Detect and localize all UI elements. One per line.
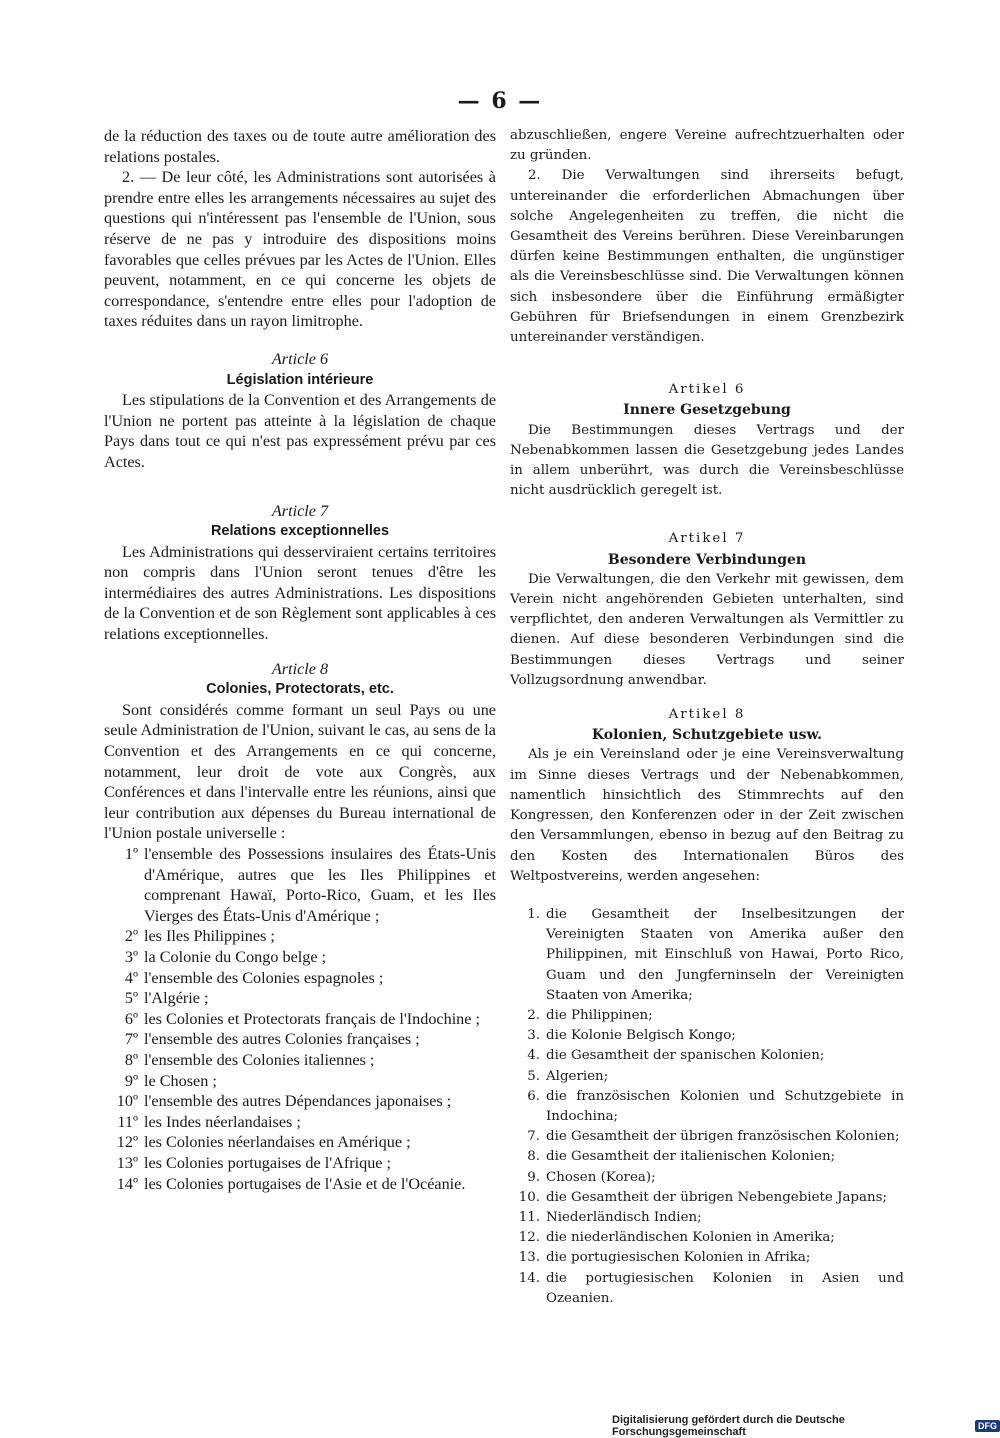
list-item-number: 9º [124, 1071, 138, 1090]
list-item-text: die Kolonie Belgisch Kongo; [546, 1028, 736, 1044]
french-column [104, 126, 496, 1194]
list-item [104, 1132, 496, 1153]
list-item-number: 3. [527, 1028, 540, 1044]
list-item-number: 4º [124, 968, 138, 987]
list-item-text: die Gesamtheit der übrigen französischen Kolonien; [546, 1129, 900, 1145]
list-item-text: les Colonies néerlandaises en Amérique ; [144, 1133, 411, 1152]
list-item-text: die portugiesischen Kolonien in Afrika; [546, 1250, 811, 1266]
list-item [104, 1029, 496, 1050]
footer-text: Digitalisierung gefördert durch die Deutsche Forschungsgemeinschaft [612, 1414, 845, 1438]
list-item [510, 1006, 904, 1026]
list-item-number: 6. [527, 1088, 540, 1104]
list-item [510, 905, 904, 1006]
list-item-text: Algerien; [546, 1068, 609, 1084]
de-article-7-heading: Artikel 7 [668, 531, 746, 547]
list-item [104, 844, 496, 926]
list-item-text: die Philippinen; [546, 1007, 653, 1023]
de-article-8-heading: Artikel 8 [668, 707, 746, 723]
list-item [510, 1228, 904, 1248]
de-article-6-title: Innere Gesetzgebung [623, 402, 791, 419]
list-item [104, 1071, 496, 1092]
list-item [104, 1174, 496, 1195]
fr-article-8-heading: Article 8 [271, 659, 329, 678]
list-item-number: 10º [116, 1092, 138, 1111]
fr-article-7-heading: Article 7 [271, 501, 329, 520]
list-item-number: 7º [124, 1030, 138, 1049]
list-item [104, 947, 496, 968]
de-intro-paragraph: abzuschließen, engere Vereine aufrechtzuerhalten oder zu gründen. [510, 128, 904, 164]
fr-intro-paragraph: de la réduction des taxes ou de toute autre amélioration des relations postales. [104, 127, 496, 166]
dfg-logo: DFG [975, 1420, 1000, 1432]
list-item-number: 2. [527, 1007, 540, 1023]
list-item-number: 6º [124, 1009, 138, 1028]
list-item [510, 1208, 904, 1228]
list-item [510, 1147, 904, 1167]
list-item-text: les Colonies portugaises de l'Asie et de l'Océanie. [144, 1174, 466, 1193]
list-item-number: 12. [518, 1230, 540, 1246]
list-item-text: les Colonies portugaises de l'Afrique ; [144, 1153, 392, 1172]
list-item-text: l'Algérie ; [144, 989, 209, 1008]
list-item [104, 1153, 496, 1174]
list-item [104, 1091, 496, 1112]
fr-article-6-heading: Article 6 [271, 349, 329, 368]
list-item-text: die französischen Kolonien und Schutzgebiete in Indochina; [546, 1088, 904, 1124]
list-item-text: die Gesamtheit der Inselbesitzungen der Vereinigten Staaten von Amerika außer den Philippinen, mit Einschluß von Hawai, Porto Rico, Guam und den Jungferninseln der Vereinigten Staaten von Amerika; [546, 906, 904, 1003]
list-item-text: la Colonie du Congo belge ; [144, 947, 327, 966]
fr-paragraph-2: 2. — De leur côté, les Administrations sont autorisées à prendre entre elles les arrangements nécessaires au sujet des questions qui n'intéressent pas l'ensemble de l'Union, sous réserve de ne pas y introduire des dispositions moins favorables que celles prévues par les Actes de l'Union. Elles peuvent, notamment, en ce qui concerne les objets de correspondance, s'entendre entre elles pour l'adoption de taxes réduites dans un rayon limitrophe. [104, 168, 496, 331]
list-item-number: 13º [116, 1153, 138, 1172]
list-item-number: 12º [116, 1133, 138, 1152]
list-item [510, 1127, 904, 1147]
de-paragraph-2: 2. Die Verwaltungen sind ihrerseits befugt, untereinander die erforderlichen Abmachungen über solche Angelegenheiten zu treffen, die nicht die Gesamtheit des Vereins berühren. Diese Vereinbarungen dürfen keine Bestimmungen enthalten, die ungünstiger als die Vereinsbeschlüsse sind. Die Verwaltungen können sich insbesondere über die Einführung ermäßigter Gebühren für Briefsendungen in einem Grenzbezirk untereinander verständigen. [510, 168, 904, 346]
list-item-text: die Gesamtheit der italienischen Kolonien; [546, 1149, 836, 1165]
digitization-footer [612, 1414, 1000, 1438]
list-item-text: die niederländischen Kolonien in Amerika; [546, 1230, 835, 1246]
list-item [104, 1009, 496, 1030]
list-item-number: 1. [527, 906, 540, 922]
de-article-8-title: Kolonien, Schutzgebiete usw. [591, 727, 823, 744]
list-item [510, 1248, 904, 1268]
list-item-text: les Iles Philippines ; [144, 927, 275, 946]
list-item-text: l'ensemble des Colonies espagnoles ; [144, 968, 384, 987]
list-item [510, 1087, 904, 1127]
list-item-text: l'ensemble des autres Dépendances japonaises ; [144, 1092, 452, 1111]
list-item-number: 11º [117, 1112, 138, 1131]
list-item-number: 1º [124, 845, 138, 863]
fr-article-7-text: Les Administrations qui desserviraient certains territoires non compris dans l'Union seront tenues d'être les intermédiaires des autres Administrations. Les dispositions de la Convention et de son Règlement sont applicables à ces relations exceptionnelles. [104, 542, 496, 644]
list-item [510, 1067, 904, 1087]
fr-article-8-title: Colonies, Protectorats, etc. [206, 681, 394, 698]
list-item-text: l'ensemble des autres Colonies françaises ; [144, 1030, 420, 1049]
de-article-6-text: Die Bestimmungen dieses Vertrags und der Nebenabkommen lassen die Gesetzgebung jedes Landes in allem unberührt, was durch die Vereinsbeschlüsse nicht ausdrücklich geregelt ist. [510, 422, 904, 499]
list-item-number: 2º [124, 927, 138, 946]
list-item-text: l'ensemble des Colonies italiennes ; [144, 1050, 375, 1069]
list-item-text: les Indes néerlandaises ; [144, 1112, 301, 1131]
list-item-number: 7. [527, 1129, 540, 1145]
de-article-7-text: Die Verwaltungen, die den Verkehr mit gewissen, dem Verein nicht angehörenden Gebieten unterhalten, sind verpflichtet, den anderen Verwaltungen als Vermittler zu dienen. Auf diese besonderen Verbindungen sind die Bestimmungen dieses Vertrags und seiner Vollzugsordnung anwendbar. [510, 571, 904, 688]
list-item-number: 9. [527, 1169, 540, 1185]
fr-article-8-text: Sont considérés comme formant un seul Pays ou une seule Administration de l'Union, suivant le cas, au sens de la Convention et des Arrangements en ce qui concerne, notamment, leur droit de vote aux Congrès, aux Conférences et dans l'intervalle entre les réunions, ainsi que leur contribution aux dépenses du Bureau international de l'Union postale universelle : [104, 700, 496, 843]
list-item [104, 968, 496, 989]
list-item-number: 13. [518, 1250, 540, 1266]
de-article-8-text: Als je ein Vereinsland oder je eine Vereinsverwaltung im Sinne dieses Vertrags und der Nebenabkommen, namentlich hinsichtlich des Stimmrechts auf den Kongressen, den Konferenzen oder in der Zeit zwischen den Versammlungen, ebenso in bezug auf den Beitrag zu den Kosten des Internationalen Büros des Weltpostvereins, werden angesehen: [510, 747, 904, 884]
list-item-number: 5º [124, 989, 138, 1008]
list-item [510, 1026, 904, 1046]
list-item-number: 5. [527, 1068, 540, 1084]
list-item-number: 3º [124, 947, 138, 966]
german-column [510, 126, 904, 1309]
list-item [510, 1188, 904, 1208]
list-item [104, 1112, 496, 1133]
fr-article-6-text: Les stipulations de la Convention et des Arrangements de l'Union ne portent pas atteinte à la législation de chaque Pays dans tout ce qui n'est pas expressément prévu par ces Actes. [104, 391, 496, 471]
list-item [104, 988, 496, 1009]
list-item-number: 4. [527, 1048, 540, 1064]
list-item-number: 8º [124, 1050, 138, 1069]
list-item [104, 926, 496, 947]
de-colonies-list [510, 905, 904, 1309]
fr-article-7-title: Relations exceptionnelles [210, 523, 390, 540]
list-item-text: Niederländisch Indien; [546, 1209, 702, 1225]
list-item-text: l'ensemble des Possessions insulaires des États-Unis d'Amérique, autres que les Iles Philippines et comprenant Hawaï, Porto-Rico, Guam, et les Iles Vierges des États-Unis d'Amérique ; [144, 845, 496, 925]
list-item-text: Chosen (Korea); [546, 1169, 656, 1185]
list-item-text: le Chosen ; [144, 1071, 217, 1090]
list-item-text: die Gesamtheit der übrigen Nebengebiete Japans; [546, 1189, 887, 1205]
list-item [104, 1050, 496, 1071]
list-item [510, 1046, 904, 1066]
fr-colonies-list [104, 844, 496, 1194]
page-number: — 6 — [457, 88, 543, 114]
list-item-text: les Colonies et Protectorats français de l'Indochine ; [144, 1009, 481, 1028]
list-item-number: 11. [518, 1209, 540, 1225]
fr-article-6-title: Législation intérieure [226, 371, 374, 388]
list-item-number: 10. [518, 1189, 540, 1205]
list-item [510, 1168, 904, 1188]
list-item [510, 1269, 904, 1309]
list-item-text: die portugiesischen Kolonien in Asien und Ozeanien. [546, 1270, 904, 1306]
de-article-6-heading: Artikel 6 [668, 382, 746, 398]
list-item-number: 8. [527, 1149, 540, 1165]
list-item-number: 14. [518, 1270, 540, 1286]
de-article-7-title: Besondere Verbindungen [607, 551, 807, 568]
list-item-number: 14º [116, 1174, 138, 1193]
list-item-text: die Gesamtheit der spanischen Kolonien; [546, 1048, 825, 1064]
